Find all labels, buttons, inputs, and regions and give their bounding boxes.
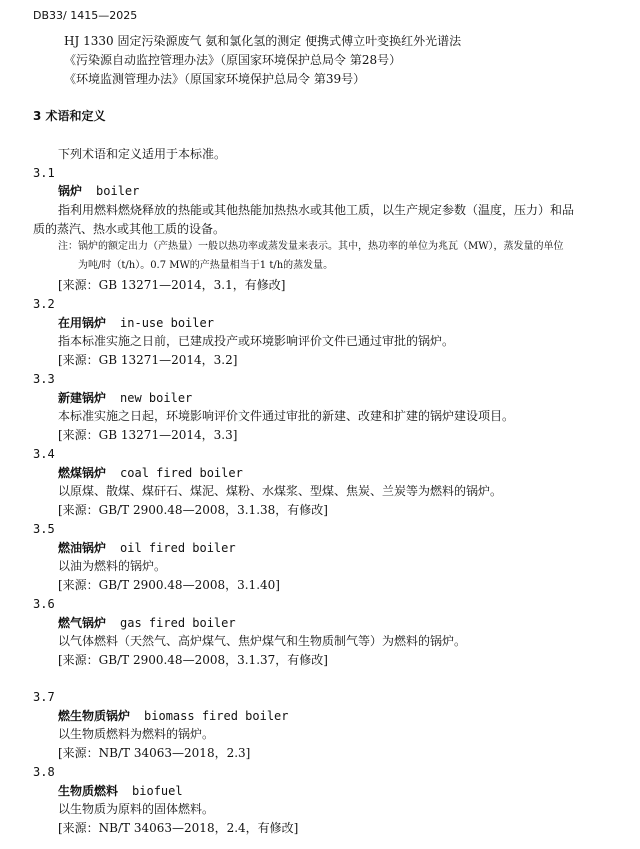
term-definition: 以原煤、散煤、煤矸石、煤泥、煤粉、水煤浆、型煤、焦炭、兰炭等为燃料的锅炉。	[58, 484, 503, 498]
term-number: 3.2	[33, 297, 55, 311]
term-chinese: 燃煤锅炉	[58, 466, 107, 480]
term-number: 3.6	[33, 597, 55, 611]
term-source: [来源：GB 13271—2014，3.3]	[58, 428, 238, 442]
term-note-continued: 为吨/时（t/h）。0.7 MW的产热量相当于1 t/h的蒸发量。	[78, 260, 334, 271]
term-source: [来源：NB/T 34063—2018，2.4，有修改]	[58, 821, 299, 835]
term-english: biofuel	[132, 784, 183, 798]
term-english: boiler	[96, 184, 140, 198]
term-english: new boiler	[120, 391, 193, 405]
term-title	[58, 540, 236, 556]
term-title	[58, 315, 214, 331]
term-chinese: 燃生物质锅炉	[58, 709, 131, 723]
term-english: coal fired boiler	[120, 466, 243, 480]
term-title	[58, 615, 236, 631]
term-number: 3.4	[33, 447, 55, 461]
term-source: [来源：GB/T 2900.48—2008，3.1.38，有修改]	[58, 503, 328, 517]
term-chinese: 新建锅炉	[58, 391, 107, 405]
term-definition: 以油为燃料的锅炉。	[58, 559, 167, 573]
term-chinese: 燃气锅炉	[58, 616, 107, 630]
term-definition-continued: 质的蒸汽、热水或其他工质的设备。	[33, 222, 226, 236]
term-source: [来源：GB 13271—2014，3.2]	[58, 353, 238, 367]
reference-line: 《污染源自动监控管理办法》（原国家环境保护总局令 第28号）	[64, 53, 402, 67]
document-header-code: DB33/ 1415—2025	[33, 9, 138, 22]
term-number: 3.3	[33, 372, 55, 386]
term-chinese: 生物质燃料	[58, 784, 119, 798]
term-english: in-use boiler	[120, 316, 214, 330]
term-definition: 以生物质为原料的固体燃料。	[58, 802, 215, 816]
term-source: [来源：GB 13271—2014，3.1，有修改]	[58, 278, 286, 292]
term-number: 3.7	[33, 690, 55, 704]
term-definition: 本标准实施之日起，环境影响评价文件通过审批的新建、改建和扩建的锅炉建设项目。	[58, 409, 515, 423]
term-definition: 以气体燃料（天然气、高炉煤气、焦炉煤气和生物质制气等）为燃料的锅炉。	[58, 634, 467, 648]
term-definition: 以生物质燃料为燃料的锅炉。	[58, 727, 215, 741]
term-definition: 指利用燃料燃烧释放的热能或其他热能加热热水或其他工质，以生产规定参数（温度，压力）和品	[58, 203, 575, 217]
term-number: 3.8	[33, 765, 55, 779]
term-note: 注：锅炉的额定出力（产热量）一般以热功率或蒸发量来表示。其中，热功率的单位为兆瓦（MW），蒸发量的单位	[58, 241, 564, 252]
term-title	[58, 465, 243, 481]
term-number: 3.1	[33, 166, 55, 180]
section-heading: 3 术语和定义	[33, 109, 106, 123]
reference-line: 《环境监测管理办法》（原国家环境保护总局令 第39号）	[64, 72, 366, 86]
term-source: [来源：NB/T 34063—2018，2.3]	[58, 746, 251, 760]
term-title	[58, 708, 289, 724]
term-english: gas fired boiler	[120, 616, 236, 630]
term-title	[58, 183, 139, 199]
intro-text: 下列术语和定义适用于本标准。	[58, 147, 227, 161]
term-chinese: 在用锅炉	[58, 316, 107, 330]
term-chinese: 燃油锅炉	[58, 541, 107, 555]
term-source: [来源：GB/T 2900.48—2008，3.1.40]	[58, 578, 280, 592]
term-number: 3.5	[33, 522, 55, 536]
term-english: biomass fired boiler	[144, 709, 289, 723]
term-chinese: 锅炉	[58, 184, 83, 198]
term-title	[58, 783, 183, 799]
term-english: oil fired boiler	[120, 541, 236, 555]
reference-line: HJ 1330 固定污染源废气 氨和氯化氢的测定 便携式傅立叶变换红外光谱法	[64, 34, 462, 48]
term-definition: 指本标准实施之日前，已建成投产或环境影响评价文件已通过审批的锅炉。	[58, 334, 455, 348]
term-source: [来源：GB/T 2900.48—2008，3.1.37，有修改]	[58, 653, 328, 667]
term-title	[58, 390, 192, 406]
